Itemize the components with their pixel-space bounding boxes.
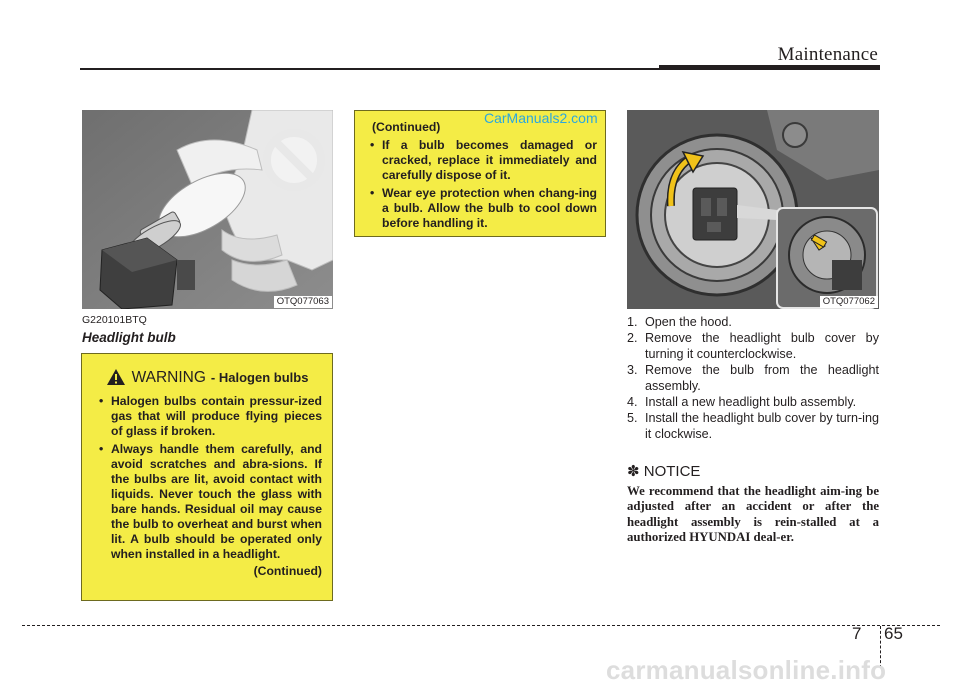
list-item — [627, 362, 879, 394]
warning-subtitle: - Halogen bulbs — [210, 369, 309, 385]
steps-list — [627, 314, 879, 442]
chapter-number: 7 — [852, 624, 862, 643]
step-number: 5. — [627, 411, 638, 425]
list-item — [627, 410, 879, 442]
figure-code: OTQ077062 — [820, 296, 878, 308]
footer-rule — [22, 625, 940, 626]
warning-label: WARNING — [131, 368, 206, 386]
warning-triangle-icon — [106, 368, 126, 386]
figure-code: OTQ077063 — [274, 296, 332, 308]
section-heading: Headlight bulb — [82, 330, 176, 345]
notice-symbol-icon: ✽ — [627, 463, 640, 480]
list-item — [627, 330, 879, 362]
step-number: 2. — [627, 331, 638, 345]
prohibited-icon — [262, 128, 326, 192]
notice-title — [627, 462, 700, 480]
headlight-cover-illustration — [627, 110, 879, 309]
warning-item: • Halogen bulbs contain pressur-ized gas that will produce flying pieces of glass if broken. — [92, 394, 322, 439]
notice-body: We recommend that the headlight aim-ing be adjusted after an accident or after the headlight assembly is rein-stalled at a authorized HYUNDAI deal-er. — [627, 484, 879, 545]
headlight-assembly-photo — [627, 110, 879, 309]
notice-label: NOTICE — [643, 463, 701, 480]
step-text: Install a new headlight bulb assembly. — [645, 395, 857, 409]
halogen-bulb-photo — [82, 110, 333, 309]
step-text: Install the headlight bulb cover by turn-ing it clockwise. — [645, 411, 879, 441]
header-rule-accent — [659, 65, 880, 70]
step-text: Remove the headlight bulb cover by turning it counterclockwise. — [645, 331, 879, 361]
warning-title — [92, 368, 322, 386]
section-title: Maintenance — [777, 44, 878, 65]
step-number: 3. — [627, 363, 638, 377]
document-code: G220101BTQ — [82, 314, 147, 326]
caution-item: • Wear eye protection when chang-ing a bulb. Allow the bulb to cool down before handling it. — [363, 186, 597, 231]
warning-item: • Always handle them carefully, and avoid scratches and abra-sions. If the bulbs are lit, avoid contact with liquids. Never touch the glass with bare hands. Residual oil may cause the bulb to overheat and burst when lit. A bulb should be operated only when installed in a headlight. — [92, 442, 322, 562]
list-item — [627, 314, 879, 330]
continued-label: (Continued) — [372, 120, 441, 134]
step-number: 4. — [627, 395, 638, 409]
step-text: Open the hood. — [645, 315, 732, 329]
list-item — [627, 394, 879, 410]
footer-watermark: carmanualsonline.info — [606, 655, 887, 685]
caution-continued-box — [354, 110, 606, 237]
caution-item: • If a bulb becomes damaged or cracked, replace it immediately and carefully dispose of it. — [363, 138, 597, 183]
watermark: CarManuals2.com — [484, 110, 598, 126]
step-number: 1. — [627, 315, 638, 329]
rotation-arrow-icon — [665, 150, 705, 208]
warning-box — [81, 353, 333, 601]
continued-label: (Continued) — [253, 564, 322, 578]
step-text: Remove the bulb from the headlight assembly. — [645, 363, 879, 393]
page-number: 65 — [884, 624, 903, 643]
